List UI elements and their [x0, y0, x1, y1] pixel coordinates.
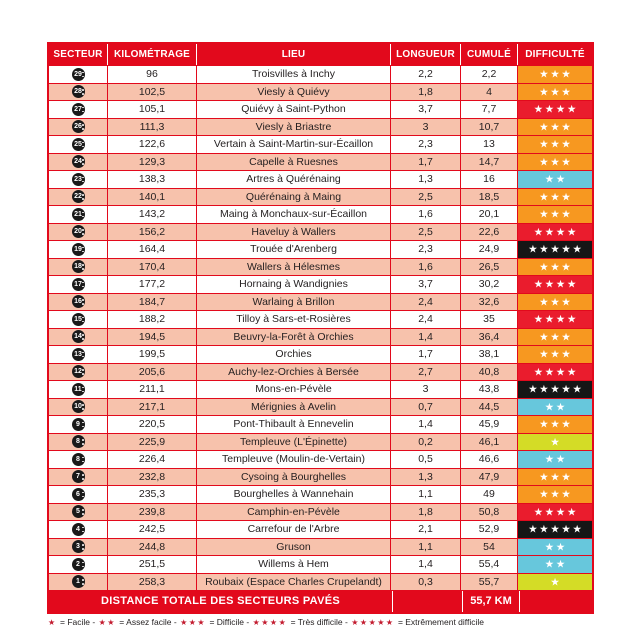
kilometrage-cell: 170,4	[107, 259, 196, 276]
secteur-cell	[49, 294, 107, 311]
total-value: 55,7 KM	[462, 591, 519, 612]
kilometrage-cell: 138,3	[107, 171, 196, 188]
lieu-cell: Mérignies à Avelin	[196, 399, 390, 416]
difficulte-cell	[517, 486, 592, 503]
difficulty-stars: ★★	[545, 559, 568, 569]
difficulte-cell	[517, 276, 592, 293]
kilometrage-cell: 258,3	[107, 574, 196, 591]
secteur-cell	[49, 434, 107, 451]
difficulty-stars: ★	[550, 576, 563, 587]
longueur-cell: 2,4	[390, 294, 460, 311]
table-row	[49, 293, 592, 311]
lieu-cell: Capelle à Ruesnes	[196, 154, 390, 171]
table-body	[49, 65, 592, 590]
lieu-cell: Wallers à Hélesmes	[196, 259, 390, 276]
longueur-cell: 2,5	[390, 224, 460, 241]
difficulty-stars: ★★	[545, 174, 568, 184]
total-label: DISTANCE TOTALE DES SECTEURS PAVÉS	[101, 595, 340, 607]
difficulty-stars: ★★★	[539, 191, 574, 202]
difficulty-stars: ★★★	[539, 261, 574, 272]
header-cell-longueur: LONGUEUR	[390, 44, 460, 65]
header-cell-cumule: CUMULÉ	[460, 44, 517, 65]
difficulty-stars: ★★★	[539, 139, 574, 149]
longueur-cell: 0,7	[390, 399, 460, 416]
secteur-cell	[49, 556, 107, 573]
secteur-cell	[49, 171, 107, 188]
difficulty-stars: ★★★	[539, 86, 574, 97]
cumule-cell: 22,6	[460, 224, 517, 241]
longueur-cell: 2,4	[390, 311, 460, 328]
lieu-cell: Carrefour de l'Arbre	[196, 521, 390, 538]
cumule-cell: 43,8	[460, 381, 517, 398]
difficulty-stars: ★★★★	[534, 104, 579, 114]
difficulty-stars: ★	[550, 436, 563, 447]
legend-stars: ★★★	[180, 618, 207, 627]
secteur-cell	[49, 539, 107, 556]
secteur-cell	[49, 189, 107, 206]
difficulte-cell	[517, 329, 592, 346]
kilometrage-cell: 194,5	[107, 329, 196, 346]
secteur-cell	[49, 136, 107, 153]
difficulty-stars: ★★★	[539, 296, 574, 307]
difficulte-cell	[517, 171, 592, 188]
sector-number-badge: 8	[72, 435, 85, 448]
secteur-cell	[49, 119, 107, 136]
secteur-cell	[49, 84, 107, 101]
sector-number-badge: 6	[72, 488, 85, 501]
sector-number-badge: 4	[72, 523, 85, 536]
sector-number-badge: 18	[72, 260, 85, 273]
table-row	[49, 520, 592, 538]
secteur-cell	[49, 469, 107, 486]
longueur-cell: 3,7	[390, 101, 460, 118]
table-row	[49, 118, 592, 136]
cumule-cell: 10,7	[460, 119, 517, 136]
secteur-cell	[49, 381, 107, 398]
sector-number-badge: 24	[72, 155, 85, 168]
kilometrage-cell: 199,5	[107, 346, 196, 363]
table-row	[49, 503, 592, 521]
difficulty-stars: ★★★	[539, 121, 574, 132]
legend-stars: ★★★★	[252, 618, 288, 627]
cumule-cell: 44,5	[460, 399, 517, 416]
difficulte-cell	[517, 294, 592, 311]
difficulte-cell	[517, 381, 592, 398]
sector-number-badge: 7	[72, 470, 85, 483]
sectors-table	[47, 42, 594, 614]
legend-label: = Difficile -	[207, 617, 252, 627]
table-row	[49, 485, 592, 503]
header-cell-lieu: LIEU	[196, 44, 390, 65]
lieu-cell: Warlaing à Brillon	[196, 294, 390, 311]
table-row	[49, 345, 592, 363]
longueur-cell: 1,4	[390, 556, 460, 573]
table-row	[49, 433, 592, 451]
sector-number-badge: 12	[72, 365, 85, 378]
table-row	[49, 100, 592, 118]
legend-stars: ★★	[98, 618, 116, 627]
table-row	[49, 223, 592, 241]
kilometrage-cell: 122,6	[107, 136, 196, 153]
secteur-cell	[49, 399, 107, 416]
cumule-cell: 7,7	[460, 101, 517, 118]
lieu-cell: Hornaing à Wandignies	[196, 276, 390, 293]
kilometrage-cell: 105,1	[107, 101, 196, 118]
longueur-cell: 3	[390, 119, 460, 136]
difficulty-stars: ★★★	[539, 156, 574, 167]
cumule-cell: 47,9	[460, 469, 517, 486]
table-header	[49, 44, 592, 65]
table-row	[49, 415, 592, 433]
difficulty-stars: ★★★	[539, 419, 574, 429]
lieu-cell: Haveluy à Wallers	[196, 224, 390, 241]
kilometrage-cell: 129,3	[107, 154, 196, 171]
kilometrage-cell: 251,5	[107, 556, 196, 573]
sector-number-badge: 3	[72, 540, 85, 553]
difficulte-cell	[517, 119, 592, 136]
kilometrage-cell: 211,1	[107, 381, 196, 398]
sector-number-badge: 13	[72, 348, 85, 361]
cumule-cell: 46,6	[460, 451, 517, 468]
cumule-cell: 40,8	[460, 364, 517, 381]
sector-number-badge: 22	[72, 190, 85, 203]
difficulty-stars: ★★★★	[534, 314, 579, 324]
longueur-cell: 1,8	[390, 504, 460, 521]
table-row	[49, 310, 592, 328]
longueur-cell: 1,4	[390, 416, 460, 433]
secteur-cell	[49, 504, 107, 521]
difficulty-stars: ★★★	[539, 209, 574, 219]
difficulty-stars: ★★	[545, 401, 568, 412]
difficulte-cell	[517, 451, 592, 468]
sector-number-badge: 5	[72, 505, 85, 518]
secteur-cell	[49, 416, 107, 433]
kilometrage-cell: 226,4	[107, 451, 196, 468]
difficulte-cell	[517, 136, 592, 153]
cumule-cell: 55,7	[460, 574, 517, 591]
sector-number-badge: 27	[72, 103, 85, 116]
longueur-cell: 1,3	[390, 171, 460, 188]
sector-number-badge: 17	[72, 278, 85, 291]
cumule-cell: 32,6	[460, 294, 517, 311]
secteur-cell	[49, 154, 107, 171]
secteur-cell	[49, 311, 107, 328]
kilometrage-cell: 239,8	[107, 504, 196, 521]
legend-stars: ★★★★★	[351, 618, 395, 627]
difficulte-cell	[517, 154, 592, 171]
difficulte-cell	[517, 66, 592, 83]
cumule-cell: 14,7	[460, 154, 517, 171]
kilometrage-cell: 244,8	[107, 539, 196, 556]
kilometrage-cell: 242,5	[107, 521, 196, 538]
sector-number-badge: 28	[72, 85, 85, 98]
cumule-cell: 30,2	[460, 276, 517, 293]
cumule-cell: 26,5	[460, 259, 517, 276]
lieu-cell: Tilloy à Sars-et-Rosières	[196, 311, 390, 328]
difficulty-stars: ★★★	[539, 349, 574, 359]
kilometrage-cell: 102,5	[107, 84, 196, 101]
table-row	[49, 468, 592, 486]
secteur-cell	[49, 329, 107, 346]
kilometrage-cell: 225,9	[107, 434, 196, 451]
kilometrage-cell: 205,6	[107, 364, 196, 381]
table-row	[49, 205, 592, 223]
secteur-cell	[49, 521, 107, 538]
difficulte-cell	[517, 311, 592, 328]
lieu-cell: Camphin-en-Pévèle	[196, 504, 390, 521]
sector-number-badge: 15	[72, 313, 85, 326]
difficulty-stars: ★★★	[539, 331, 574, 342]
longueur-cell: 2,3	[390, 136, 460, 153]
longueur-cell: 1,7	[390, 154, 460, 171]
longueur-cell: 1,1	[390, 486, 460, 503]
table-row	[49, 240, 592, 258]
kilometrage-cell: 235,3	[107, 486, 196, 503]
difficulte-cell	[517, 224, 592, 241]
lieu-cell: Artres à Quérénaing	[196, 171, 390, 188]
sector-number-badge: 11	[72, 383, 85, 396]
difficulte-cell	[517, 469, 592, 486]
longueur-cell: 1,1	[390, 539, 460, 556]
cumule-cell: 50,8	[460, 504, 517, 521]
kilometrage-cell: 232,8	[107, 469, 196, 486]
cumule-cell: 46,1	[460, 434, 517, 451]
longueur-cell: 2,7	[390, 364, 460, 381]
difficulte-cell	[517, 206, 592, 223]
sector-number-badge: 14	[72, 330, 85, 343]
kilometrage-cell: 188,2	[107, 311, 196, 328]
secteur-cell	[49, 486, 107, 503]
difficulte-cell	[517, 416, 592, 433]
table-row	[49, 65, 592, 83]
difficulte-cell	[517, 556, 592, 573]
longueur-cell: 3	[390, 381, 460, 398]
sector-number-badge: 25	[72, 138, 85, 151]
kilometrage-cell: 184,7	[107, 294, 196, 311]
difficulte-cell	[517, 189, 592, 206]
header-cell-difficulte: DIFFICULTÉ	[517, 44, 592, 65]
lieu-cell: Troisvilles à Inchy	[196, 66, 390, 83]
table-row	[49, 153, 592, 171]
difficulte-cell	[517, 346, 592, 363]
table-row	[49, 538, 592, 556]
lieu-cell: Maing à Monchaux-sur-Écaillon	[196, 206, 390, 223]
sector-number-badge: 16	[72, 295, 85, 308]
secteur-cell	[49, 276, 107, 293]
table-row	[49, 170, 592, 188]
cumule-cell: 4	[460, 84, 517, 101]
kilometrage-cell: 96	[107, 66, 196, 83]
cumule-cell: 13	[460, 136, 517, 153]
difficulty-stars: ★★★	[539, 489, 574, 499]
difficulty-stars: ★★	[545, 454, 568, 464]
difficulty-stars: ★★★	[539, 471, 574, 482]
secteur-cell	[49, 574, 107, 591]
lieu-cell: Cysoing à Bourghelles	[196, 469, 390, 486]
lieu-cell: Templeuve (L'Épinette)	[196, 434, 390, 451]
cumule-cell: 20,1	[460, 206, 517, 223]
difficulty-stars: ★★★★★	[528, 524, 585, 534]
total-difficulte-cell	[519, 591, 592, 612]
sector-number-badge: 1	[72, 575, 85, 588]
longueur-cell: 1,8	[390, 84, 460, 101]
secteur-cell	[49, 206, 107, 223]
kilometrage-cell: 217,1	[107, 399, 196, 416]
legend-label: = Assez facile -	[116, 617, 180, 627]
table-row	[49, 275, 592, 293]
secteur-cell	[49, 224, 107, 241]
table-row	[49, 555, 592, 573]
lieu-cell: Viesly à Briastre	[196, 119, 390, 136]
lieu-cell: Trouée d'Arenberg	[196, 241, 390, 258]
cumule-cell: 45,9	[460, 416, 517, 433]
longueur-cell: 1,7	[390, 346, 460, 363]
difficulty-stars: ★★	[545, 541, 568, 552]
difficulty-stars: ★★★★★	[528, 384, 585, 394]
kilometrage-cell: 111,3	[107, 119, 196, 136]
legend-stars: ★	[48, 618, 57, 627]
table-row	[49, 398, 592, 416]
cumule-cell: 16	[460, 171, 517, 188]
table-row	[49, 328, 592, 346]
table-row	[49, 188, 592, 206]
sector-number-badge: 21	[72, 208, 85, 221]
difficulty-stars: ★★★★★	[528, 244, 585, 254]
cumule-cell: 55,4	[460, 556, 517, 573]
table-row	[49, 450, 592, 468]
lieu-cell: Vertain à Saint-Martin-sur-Écaillon	[196, 136, 390, 153]
difficulte-cell	[517, 399, 592, 416]
header-cell-kilometrage: KILOMÉTRAGE	[107, 44, 196, 65]
difficulty-stars: ★★★★	[534, 226, 579, 237]
sector-number-badge: 23	[72, 173, 85, 186]
difficulty-stars: ★★★★	[534, 366, 579, 377]
difficulte-cell	[517, 364, 592, 381]
difficulte-cell	[517, 521, 592, 538]
lieu-cell: Gruson	[196, 539, 390, 556]
table-row	[49, 258, 592, 276]
longueur-cell: 2,5	[390, 189, 460, 206]
sector-number-badge: 8	[72, 453, 85, 466]
cumule-cell: 54	[460, 539, 517, 556]
difficulte-cell	[517, 434, 592, 451]
cumule-cell: 52,9	[460, 521, 517, 538]
difficulte-cell	[517, 539, 592, 556]
lieu-cell: Roubaix (Espace Charles Crupelandt)	[196, 574, 390, 591]
longueur-cell: 1,6	[390, 206, 460, 223]
secteur-cell	[49, 364, 107, 381]
cumule-cell: 36,4	[460, 329, 517, 346]
lieu-cell: Willems à Hem	[196, 556, 390, 573]
difficulty-legend	[48, 617, 608, 627]
kilometrage-cell: 143,2	[107, 206, 196, 223]
difficulty-stars: ★★★★	[534, 279, 579, 289]
sector-number-badge: 10	[72, 400, 85, 413]
difficulte-cell	[517, 84, 592, 101]
legend-label: = Facile -	[57, 617, 98, 627]
lieu-cell: Mons-en-Pévèle	[196, 381, 390, 398]
secteur-cell	[49, 451, 107, 468]
longueur-cell: 2,2	[390, 66, 460, 83]
cumule-cell: 49	[460, 486, 517, 503]
longueur-cell: 1,3	[390, 469, 460, 486]
cumule-cell: 2,2	[460, 66, 517, 83]
sector-number-badge: 2	[72, 558, 85, 571]
secteur-cell	[49, 259, 107, 276]
lieu-cell: Auchy-lez-Orchies à Bersée	[196, 364, 390, 381]
cumule-cell: 38,1	[460, 346, 517, 363]
lieu-cell: Beuvry-la-Forêt à Orchies	[196, 329, 390, 346]
table-row	[49, 83, 592, 101]
longueur-cell: 0,2	[390, 434, 460, 451]
kilometrage-cell: 220,5	[107, 416, 196, 433]
secteur-cell	[49, 241, 107, 258]
sector-number-badge: 19	[72, 243, 85, 256]
longueur-cell: 1,6	[390, 259, 460, 276]
difficulty-stars: ★★★	[539, 69, 574, 79]
header-cell-secteur: SECTEUR	[53, 49, 103, 60]
table-row	[49, 380, 592, 398]
difficulte-cell	[517, 259, 592, 276]
table-row	[49, 363, 592, 381]
lieu-cell: Viesly à Quiévy	[196, 84, 390, 101]
longueur-cell: 2,3	[390, 241, 460, 258]
lieu-cell: Templeuve (Moulin-de-Vertain)	[196, 451, 390, 468]
table-row	[49, 573, 592, 591]
lieu-cell: Quérénaing à Maing	[196, 189, 390, 206]
sector-number-badge: 29	[72, 68, 85, 81]
lieu-cell: Pont-Thibault à Ennevelin	[196, 416, 390, 433]
lieu-cell: Quiévy à Saint-Python	[196, 101, 390, 118]
cumule-cell: 18,5	[460, 189, 517, 206]
difficulty-stars: ★★★★	[534, 506, 579, 517]
cumule-cell: 35	[460, 311, 517, 328]
longueur-cell: 0,3	[390, 574, 460, 591]
table-row	[49, 135, 592, 153]
secteur-cell	[49, 66, 107, 83]
total-longueur-cell	[392, 591, 462, 612]
legend-label: = Extrêmement difficile	[395, 617, 484, 627]
lieu-cell: Bourghelles à Wannehain	[196, 486, 390, 503]
longueur-cell: 2,1	[390, 521, 460, 538]
total-row	[49, 590, 592, 612]
kilometrage-cell: 156,2	[107, 224, 196, 241]
sector-number-badge: 9	[72, 418, 85, 431]
secteur-cell	[49, 101, 107, 118]
secteur-cell	[49, 346, 107, 363]
longueur-cell: 0,5	[390, 451, 460, 468]
longueur-cell: 3,7	[390, 276, 460, 293]
kilometrage-cell: 177,2	[107, 276, 196, 293]
kilometrage-cell: 164,4	[107, 241, 196, 258]
difficulte-cell	[517, 504, 592, 521]
difficulte-cell	[517, 101, 592, 118]
legend-label: = Très difficile -	[288, 617, 351, 627]
difficulte-cell	[517, 574, 592, 591]
lieu-cell: Orchies	[196, 346, 390, 363]
difficulte-cell	[517, 241, 592, 258]
kilometrage-cell: 140,1	[107, 189, 196, 206]
sector-number-badge: 26	[72, 120, 85, 133]
longueur-cell: 1,4	[390, 329, 460, 346]
cumule-cell: 24,9	[460, 241, 517, 258]
sector-number-badge: 20	[72, 225, 85, 238]
